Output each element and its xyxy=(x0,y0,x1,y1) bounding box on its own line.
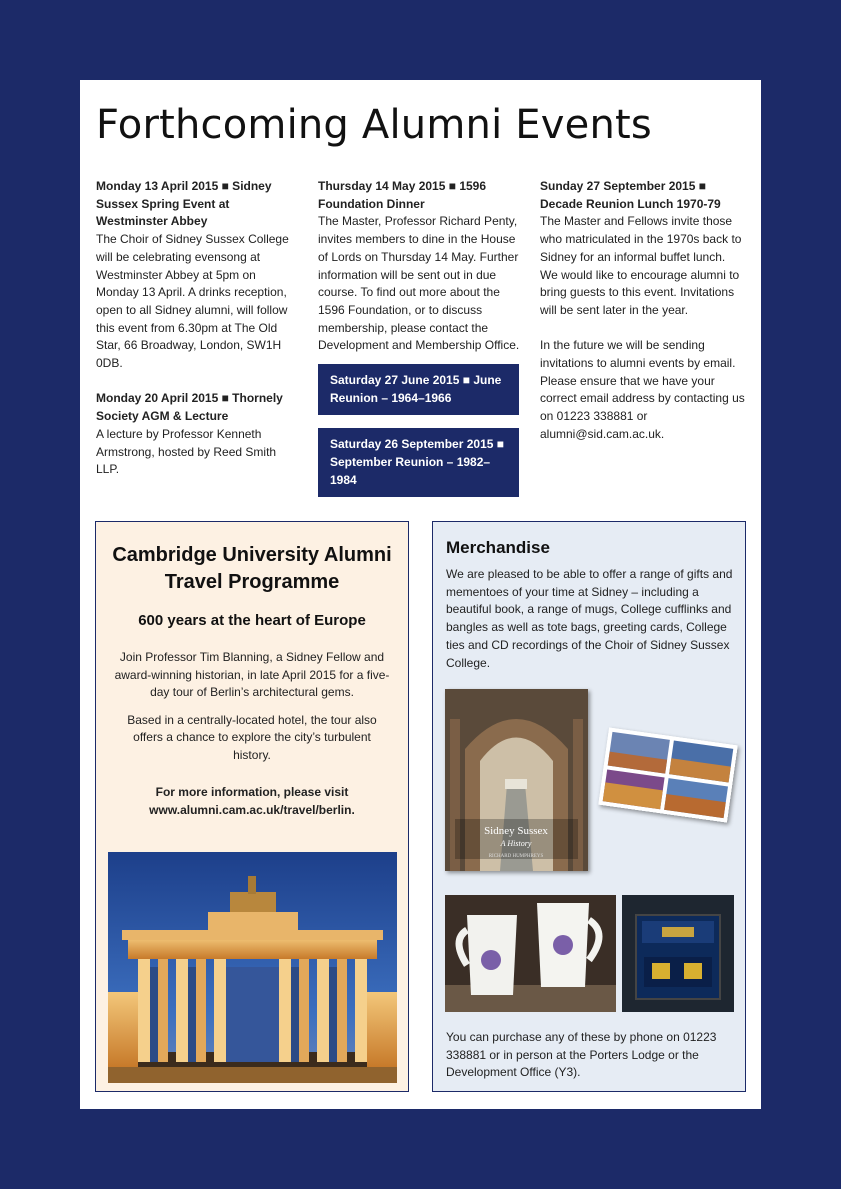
travel-paragraph: Based in a centrally-located hotel, the tour also offers a chance to explore the city’s turbulent history. xyxy=(127,712,377,762)
book-title: Sidney Sussex xyxy=(484,825,548,837)
greeting-cards-image xyxy=(598,727,738,822)
travel-more-info-link[interactable]: For more information, please visit www.alumni.cam.ac.uk/travel/berlin. xyxy=(149,785,355,817)
page xyxy=(80,80,761,1109)
event-description: The Master, Professor Richard Penty, invites members to dine in the House of Lords on Thursday 14 May. Further information will be sent out in due course. To find out more about the 1596 Foundation, or to discuss membership, please contact the Development and Membership Office. xyxy=(318,214,520,353)
travel-subheading: 600 years at the heart of Europe xyxy=(138,612,366,629)
travel-programme-box xyxy=(95,521,409,1092)
travel-heading: Cambridge University Alumni Travel Programme xyxy=(112,544,392,593)
merchandise-box xyxy=(432,521,746,1092)
merchandise-heading: Merchandise xyxy=(446,538,550,557)
travel-paragraph: Join Professor Tim Blanning, a Sidney Fellow and award-winning historian, in late April 2015 for a five-day tour of Berlin’s architectural gems. xyxy=(114,650,390,699)
book-cover-image xyxy=(445,689,588,871)
events-column-2 xyxy=(318,178,523,373)
mugs-image xyxy=(445,895,616,1012)
events-column-1 xyxy=(96,178,296,497)
event-heading: Thursday 14 May 2015 ■ 1596 Foundation Dinner xyxy=(318,179,487,211)
event-description: The Master and Fellows invite those who matriculated in the 1970s back to Sidney for an informal buffet lunch. We would like to encourage alumni to bring guests to this event. Invitations will be sent later in the year. xyxy=(540,214,742,317)
event-description: A lecture by Professor Kenneth Armstrong, hosted by Reed Smith LLP. xyxy=(96,426,277,477)
book-subtitle: A History xyxy=(500,839,532,848)
events-column-3 xyxy=(540,178,745,461)
merchandise-purchase-info: You can purchase any of these by phone on 01223 338881 or in person at the Porters Lodge or the Development Office (Y3). xyxy=(446,1030,717,1080)
event-heading: Monday 20 April 2015 ■ Thornely Society AGM & Lecture xyxy=(96,391,283,424)
brandenburg-gate-photo xyxy=(108,852,397,1083)
merchandise-intro: We are pleased to be able to offer a range of gifts and mementoes of your time at Sidney – including a beautiful book, a range of mugs, College cufflinks and bangles as well as tote bags, greeting cards, College ties and CD recordings of the Choir of Sidney Sussex College. xyxy=(446,567,733,670)
email-note: In the future we will be sending invitations to alumni events by email. Please ensure that we have your correct email address by contacting us on 01223 338881 or alumni@sid.cam.ac.uk. xyxy=(540,338,745,441)
event-description: The Choir of Sidney Sussex College will be celebrating evensong at Westminster Abbey at 5pm on Monday 13 April. A drinks reception, open to all Sidney alumni, will follow this event from 6.30pm at The Old Star, 66 Broadway, London, SW1H 0DB. xyxy=(96,232,289,371)
event-heading: Sunday 27 September 2015 ■ Decade Reunion Lunch 1970-79 xyxy=(540,179,721,211)
reunion-banner-june: Saturday 27 June 2015 ■ June Reunion – 1964–1966 xyxy=(318,364,519,415)
cufflinks-image xyxy=(622,895,734,1012)
reunion-banner-september: Saturday 26 September 2015 ■ September Reunion – 1982–1984 xyxy=(318,428,519,497)
book-author: RICHARD HUMPHREYS xyxy=(488,854,544,859)
page-title: Forthcoming Alumni Events xyxy=(96,102,652,148)
event-heading: Monday 13 April 2015 ■ Sidney Sussex Spring Event at Westminster Abbey xyxy=(96,179,272,229)
